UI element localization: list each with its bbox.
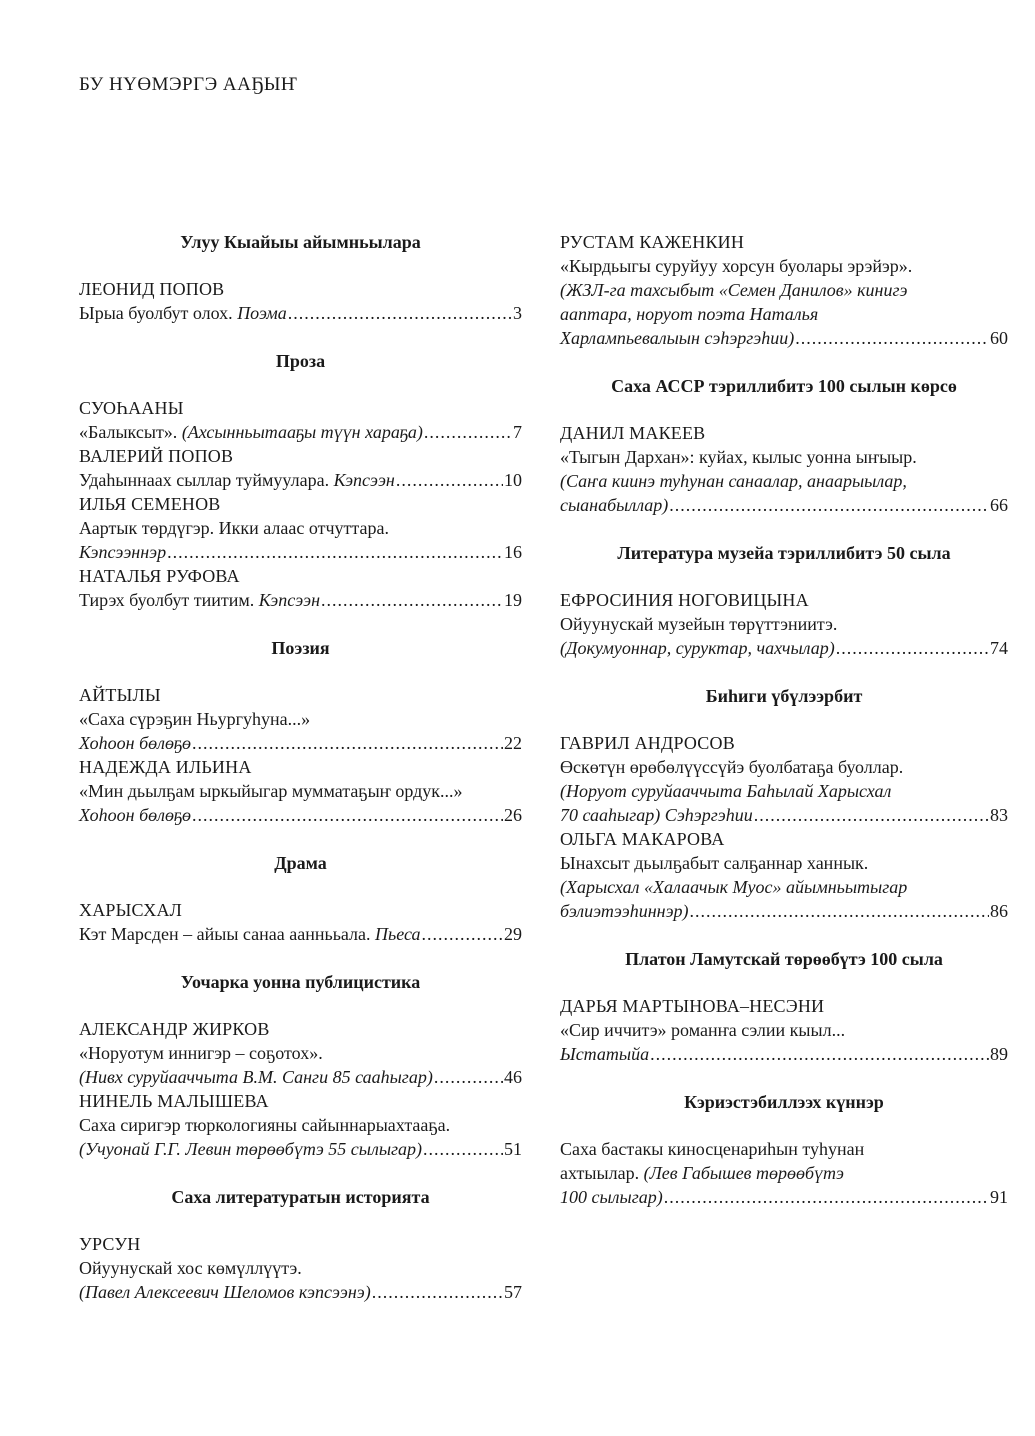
toc-entry-title-end [79,301,287,325]
toc-section-title: Уочарка уонна публицистика [180,972,421,992]
toc-entry-title-end [79,731,191,755]
toc-entry-genre: 70 сааһыгар) Сэһэргэһии [560,805,753,825]
toc-leader-dots [434,1065,503,1089]
toc-section [560,1090,1008,1209]
toc-entry-title-end [560,899,689,923]
toc-entry-title-end [79,922,421,946]
toc-entry-last-line [560,636,1008,660]
toc-entry-text: Удаһыннаах сыллар туймуулара. [79,470,334,490]
toc-entry-title-end [560,803,753,827]
toc-entry-last-line [79,468,522,492]
toc-section [79,636,522,827]
toc-entry-genre: Поэма [237,303,287,323]
toc-entry-last-line [560,1161,1008,1185]
toc-entry-line: ааптара, норуот поэта Наталья [560,304,819,324]
toc-entry-text: Кэт Марсден – айыы санаа ааннььала. [79,924,376,944]
toc-page-number: 74 [990,638,1008,658]
toc-entry-last-line [560,493,1008,517]
toc-entry-line: «Норуотум иннигэр – соҕотох». [79,1043,323,1063]
toc-page-number: 29 [504,924,522,944]
toc-entry [560,588,1008,660]
toc-entry [79,683,522,755]
toc-entry-author: ОЛЬГА МАКАРОВА [560,829,725,849]
running-head: БУ НҮӨМЭРГЭ ААҔЫҤ [79,74,298,95]
toc-page-number: 26 [504,805,522,825]
toc-entry-title-end [560,326,794,350]
toc-entry-author: ХАРЫСХАЛ [79,900,183,920]
toc-section-title: Саха АССР тэриллибитэ 100 сылын көрсө [611,376,957,396]
toc-entry-genre: (Лев Габышев төрөөбүтэ [643,1163,844,1183]
toc-leader-dots [836,636,989,660]
toc-leader-dots [650,1042,989,1066]
toc-page-number: 7 [513,422,522,442]
toc-entry-text: Тирэх буолбут тиитим. [79,590,259,610]
toc-page-number: 86 [990,901,1008,921]
toc-entry-line: «Саха сүрэҕин Ньургуһуна...» [79,709,311,729]
toc-entry-author: РУСТАМ КАЖЕНКИН [560,232,745,252]
toc-entry [560,731,1008,827]
toc-left-column [79,230,522,1328]
toc-entry-genre: 100 сылыгар) [560,1187,663,1207]
toc-entry-title-end [79,1137,422,1161]
toc-entry-last-line [79,1065,522,1089]
toc-entry [560,1137,1008,1209]
toc-leader-dots [424,420,512,444]
toc-leader-dots [167,540,503,564]
toc-entry [79,1232,522,1304]
toc-section [560,684,1008,923]
toc-entry-genre: (Учуонай Г.Г. Левин төрөөбүтэ 55 сылыгар) [79,1139,423,1159]
toc-section-title: Улуу Кыайыы айымньылара [180,232,421,252]
toc-entry-last-line [79,922,522,946]
toc-entry-line: «Мин дьылҕам ыркыйыгар мумматаҕыҥ ордук...» [79,781,463,801]
toc-section-title: Литература музейа тэриллибитэ 50 сыла [617,543,951,563]
toc-leader-dots [321,588,503,612]
toc-page-number: 91 [990,1187,1008,1207]
toc-entry-author: СУОҺААНЫ [79,398,184,418]
toc-section [79,349,522,612]
toc-entry [79,898,522,946]
toc-entry-author: ЕФРОСИНИЯ НОГОВИЦЫНА [560,590,809,610]
toc-entry-genre: сыанабыллар) [560,495,669,515]
toc-leader-dots [192,731,503,755]
toc-page-number: 3 [513,303,522,323]
toc-page-number: 22 [504,733,522,753]
toc-entry-genre: Кэпсээн [258,590,321,610]
toc-entry-line: (Саҥа киинэ туһунан санаалар, анаарыылар, [560,471,907,491]
toc-entry [79,564,522,612]
toc-leader-dots [423,1137,503,1161]
toc-right-column [560,230,1008,1233]
toc-section [560,947,1008,1066]
toc-page-number: 51 [504,1139,522,1159]
toc-page-number: 10 [504,470,522,490]
toc-entry-author: ДАНИЛ МАКЕЕВ [560,423,706,443]
toc-entry-line: (Норуот суруйааччыта Баһылай Харысхал [560,781,892,801]
toc-entry-author: ЛЕОНИД ПОПОВ [79,279,225,299]
toc-entry [560,827,1008,923]
toc-entry-genre: (Ахсынньытааҕы түүн хараҕа) [181,422,423,442]
toc-entry-author: АЙТЫЛЫ [79,685,161,705]
toc-entry [79,444,522,492]
toc-entry-title-end [560,1185,663,1209]
toc-entry-genre: бэлиэтээһиннэр) [560,901,689,921]
toc-entry-last-line [79,1137,522,1161]
toc-section [79,970,522,1161]
toc-leader-dots [669,493,989,517]
toc-entry-line: Ынахсыт дьылҕабыт салҕаннар ханнык. [560,853,869,873]
toc-leader-dots [422,922,504,946]
toc-page-number: 60 [990,328,1008,348]
toc-entry-genre: (Павел Алексеевич Шеломов кэпсээнэ) [79,1282,371,1302]
toc-entry-author: АЛЕКСАНДР ЖИРКОВ [79,1019,270,1039]
toc-entry-title-end [79,588,320,612]
toc-section [79,230,522,325]
toc-entry-last-line [560,1042,1008,1066]
toc-entry-last-line [79,540,522,564]
toc-page-number: 89 [990,1044,1008,1064]
toc-entry-line: Саха сиригэр тюркологияны сайыннарыахтааҕа. [79,1115,451,1135]
toc-entry [79,1017,522,1089]
toc-entry-genre: Хоһоон бөлөҕө [79,733,191,753]
toc-section-title: Биһиги үбүлээрбит [705,686,863,706]
toc-entry-author: УРСУН [79,1234,141,1254]
toc-page-number: 83 [990,805,1008,825]
toc-entry-title-end [560,493,668,517]
toc-leader-dots [288,301,512,325]
toc-entry [560,994,1008,1066]
toc-entry-author: НИНЕЛЬ МАЛЫШЕВА [79,1091,269,1111]
toc-section [560,541,1008,660]
toc-section-title: Саха литературатын историята [171,1187,430,1207]
toc-entry [79,755,522,827]
toc-entry-genre: Ыстатыйа [560,1044,650,1064]
toc-section-title: Поэзия [271,638,330,658]
toc-entry-title-end [79,1280,371,1304]
toc-entry-title-end [560,1161,844,1185]
toc-section [560,230,1008,350]
toc-entry-line: «Кырдьыгы суруйуу хорсун буолары эрэйэр». [560,256,913,276]
toc-entry-genre: Пьеса [375,924,421,944]
toc-entry-line: Аартык төрдүгэр. Икки алаас отчуттара. [79,518,389,538]
toc-entry-author: НАДЕЖДА ИЛЬИНА [79,757,252,777]
toc-page-number: 46 [504,1067,522,1087]
toc-entry-line: (Харысхал «Халаачык Муос» айымньытыгар [560,877,908,897]
toc-entry-last-line [79,420,522,444]
toc-page-number: 57 [504,1282,522,1302]
toc-section [560,374,1008,517]
toc-entry-line: Саха бастакы киносценариһын туһунан [560,1139,865,1159]
toc-page-number: 66 [990,495,1008,515]
toc-entry-line: Өскөтүн өрөбөлүүссүйэ буолбатаҕа буоллар. [560,757,904,777]
toc-entry [79,396,522,444]
toc-entry-last-line [560,1185,1008,1209]
toc-page-number: 16 [504,542,522,562]
toc-entry-text: Ырыа буолбут олох. [79,303,238,323]
toc-entry-line: Ойуунускай музейын төрүттэниитэ. [560,614,838,634]
toc-entry-last-line [79,588,522,612]
toc-entry-title-end [79,468,395,492]
toc-leader-dots [372,1280,503,1304]
toc-entry-title-end [79,420,423,444]
toc-section [79,1185,522,1304]
toc-entry-author: ДАРЬЯ МАРТЫНОВА–НЕСЭНИ [560,996,825,1016]
toc-entry-genre: Хоһоон бөлөҕө [79,805,191,825]
toc-entry [560,421,1008,517]
toc-entry-line: «Тыгын Дархан»: куйах, кылыс уонна ыҥыыр. [560,447,917,467]
toc-entry-title-end [79,803,191,827]
toc-entry-text: ахтыылар. [560,1163,644,1183]
toc-entry-last-line [560,899,1008,923]
toc-entry-author: ВАЛЕРИЙ ПОПОВ [79,446,234,466]
toc-page-number: 19 [504,590,522,610]
toc-entry-genre: (Нивх суруйааччыта В.М. Санги 85 сааһыгар) [79,1067,433,1087]
toc-section-title: Платон Ламутскай төрөөбүтэ 100 сыла [625,949,943,969]
toc-entry-last-line [560,326,1008,350]
toc-section-title: Проза [275,351,326,371]
toc-entry [79,277,522,325]
toc-leader-dots [192,803,503,827]
toc-entry-last-line [79,803,522,827]
toc-entry-title-end [79,1065,433,1089]
toc-entry [79,492,522,564]
toc-entry-title-end [79,540,166,564]
toc-entry-last-line [560,803,1008,827]
toc-entry-genre: Кэпсээн [333,470,395,490]
toc-entry-author: НАТАЛЬЯ РУФОВА [79,566,240,586]
toc-entry-last-line [79,1280,522,1304]
toc-section [79,851,522,946]
toc-entry [560,230,1008,350]
toc-entry-line: Ойуунускай хос көмүллүүтэ. [79,1258,302,1278]
toc-leader-dots [690,899,989,923]
toc-section-title: Кэриэстэбиллээх күннэр [684,1092,884,1112]
toc-entry-genre: (Докумуоннар, суруктар, чахчылар) [560,638,835,658]
toc-entry-line: (ЖЗЛ-га тахсыбыт «Семен Данилов» кинигэ [560,280,908,300]
toc-entry-genre: Харлампьевалыын сэһэргэһии) [560,328,795,348]
toc-entry-genre: Кэпсээннэр [79,542,167,562]
toc-entry [79,1089,522,1161]
toc-entry-text: «Балыксыт». [79,422,182,442]
toc-entry-author: ГАВРИЛ АНДРОСОВ [560,733,735,753]
toc-leader-dots [396,468,503,492]
toc-entry-author: ИЛЬЯ СЕМЕНОВ [79,494,221,514]
toc-leader-dots [795,326,989,350]
toc-leader-dots [754,803,989,827]
toc-entry-title-end [560,1042,649,1066]
toc-entry-line: «Сир иччитэ» романҥа сэлии кыыл... [560,1020,846,1040]
toc-section-title: Драма [274,853,327,873]
toc-entry-last-line [79,731,522,755]
toc-leader-dots [664,1185,989,1209]
toc-entry-last-line [79,301,522,325]
toc-entry-title-end [560,636,835,660]
